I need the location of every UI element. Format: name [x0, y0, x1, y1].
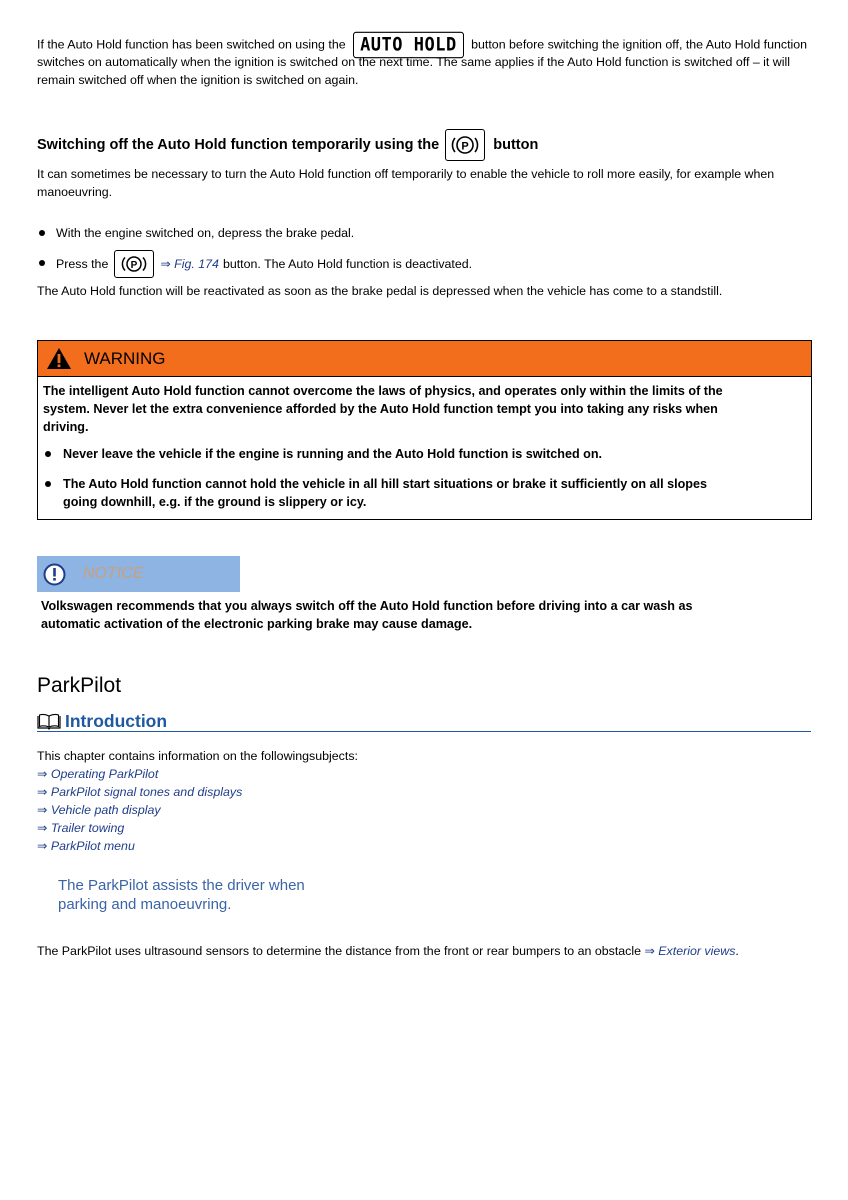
ultrasound-paragraph: [37, 942, 739, 961]
parking-brake-icon: [445, 129, 485, 161]
bullet-2-pre: Press the: [56, 256, 109, 271]
link-trailer-towing[interactable]: ⇒ Trailer towing: [37, 821, 125, 835]
warning-bullet-2-line2: going downhill, e.g. if the ground is slippery or icy.: [63, 495, 367, 509]
intro-text-part2: button before switching the ignition off, the Auto Hold function: [471, 37, 808, 52]
notice-line1: Volkswagen recommends that you always switch off the Auto Hold function before driving into a car wash as: [41, 599, 693, 613]
reactivation-paragraph: The Auto Hold function will be reactivated as soon as the brake pedal is depressed when the vehicle has come to a standstill.: [37, 284, 723, 298]
warning-header: [38, 341, 811, 377]
notice-line2: automatic activation of the electronic parking brake may cause damage.: [41, 617, 473, 631]
bullet-dot: [45, 481, 51, 487]
bullet-item-2: [56, 250, 472, 278]
intro-text-part1: If the Auto Hold function has been switched on using the: [37, 37, 346, 52]
svg-text:P: P: [461, 140, 469, 153]
temp-off-paragraph-line1: It can sometimes be necessary to turn the Auto Hold function off temporarily to enable the vehicle to roll more easily, for example when: [37, 167, 775, 181]
warning-bullet-1: Never leave the vehicle if the engine is running and the Auto Hold function is switched on.: [63, 447, 603, 461]
svg-text:P: P: [131, 260, 138, 271]
notice-header: [37, 556, 240, 592]
intro-paragraph-line2: switches on automatically when the ignition is switched on the next time. The same applies if the Auto Hold function is switched off – it will: [37, 55, 791, 69]
section-heading-temporarily-off: [37, 129, 538, 161]
warning-line1: The intelligent Auto Hold function cannot overcome the laws of physics, and operates only within the limits of the: [43, 384, 723, 398]
bullet-dot: [39, 260, 45, 266]
warning-triangle-icon: [46, 347, 72, 370]
link-parkpilot-menu[interactable]: ⇒ ParkPilot menu: [37, 839, 135, 853]
exterior-views-link[interactable]: ⇒ Exterior views: [644, 944, 736, 958]
introduction-rule: [37, 731, 811, 732]
warning-line3: driving.: [43, 420, 89, 434]
warning-line2: system. Never let the extra convenience afforded by the Auto Hold function tempt you into taking any risks when: [43, 402, 718, 416]
notice-exclamation-icon: [43, 563, 66, 586]
auto-hold-button-icon: AUTO HOLD: [353, 32, 464, 58]
warning-bullet-2-line1: The Auto Hold function cannot hold the vehicle in all hill start situations or brake it sufficiently on all slopes: [63, 477, 707, 491]
fig-174-link[interactable]: ⇒ Fig. 174: [160, 256, 219, 271]
introduction-heading: [37, 711, 167, 732]
pull-quote-line1: The ParkPilot assists the driver when: [58, 877, 305, 894]
temp-off-paragraph-line2: manoeuvring.: [37, 185, 113, 199]
link-operating-parkpilot[interactable]: ⇒ Operating ParkPilot: [37, 767, 159, 781]
section-heading-text: Switching off the Auto Hold function temporarily using the: [37, 137, 440, 153]
parkpilot-title: ParkPilot: [37, 674, 122, 697]
introduction-title: Introduction: [65, 711, 168, 731]
open-book-icon: [37, 713, 61, 730]
chapter-intro-text: This chapter contains information on the followingsubjects:: [37, 749, 358, 763]
notice-title: NOTICE: [83, 565, 144, 582]
parking-brake-icon: [114, 250, 154, 278]
section-heading-text-end: button: [493, 137, 539, 153]
warning-box: [37, 340, 812, 520]
ultrasound-text: The ParkPilot uses ultrasound sensors to determine the distance from the front or rear bumpers to an obstacle: [37, 944, 642, 958]
bullet-dot: [39, 230, 45, 236]
link-signal-tones[interactable]: ⇒ ParkPilot signal tones and displays: [37, 785, 243, 799]
bullet-item-1: With the engine switched on, depress the brake pedal.: [56, 226, 355, 240]
bullet-dot: [45, 451, 51, 457]
intro-paragraph-line3: remain switched off when the ignition is switched on again.: [37, 73, 359, 87]
pull-quote-line2: parking and manoeuvring.: [58, 896, 232, 913]
ultrasound-period: .: [735, 944, 739, 958]
warning-title: WARNING: [84, 349, 166, 368]
bullet-2-post: button. The Auto Hold function is deactivated.: [222, 256, 473, 271]
link-vehicle-path-display[interactable]: ⇒ Vehicle path display: [37, 803, 161, 817]
